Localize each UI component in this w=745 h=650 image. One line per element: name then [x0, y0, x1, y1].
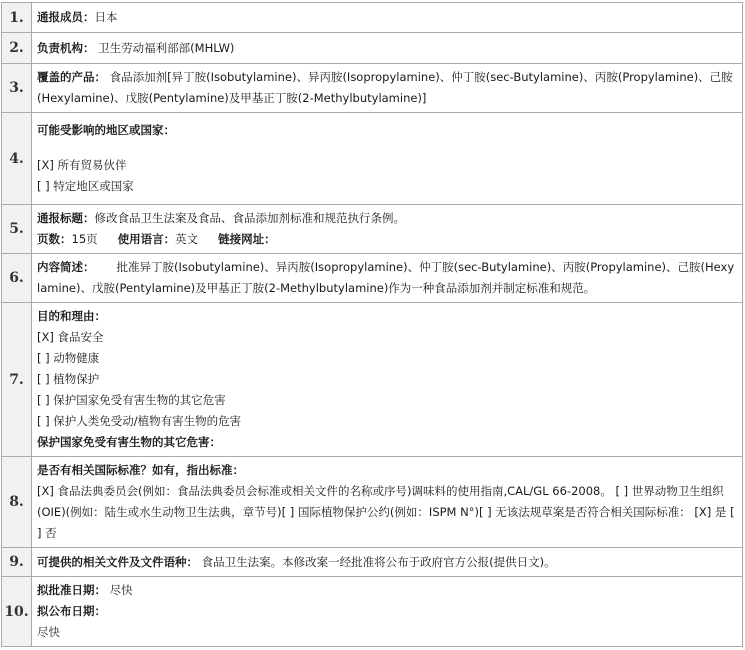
row-number: 6.	[2, 254, 32, 303]
table-row	[2, 33, 743, 64]
table-row	[2, 457, 743, 548]
field-value: 卫生劳动福利部部(MHLW)	[98, 40, 235, 55]
row-number: 10.	[2, 577, 32, 647]
checkbox-option: [ ] 保护国家免受有害生物的其它危害	[37, 393, 226, 407]
table-row	[2, 64, 743, 113]
notification-table	[1, 2, 743, 647]
row-number: 7.	[2, 303, 32, 457]
checkbox-option: [ ] 动物健康	[37, 351, 100, 365]
table-row	[2, 577, 743, 647]
field-value: 尽快	[109, 583, 133, 597]
checkbox-option: [ ] 保护人类免受动/植物有害生物的危害	[37, 414, 242, 428]
field-label: 内容简述：	[37, 260, 95, 274]
row-number: 4.	[2, 113, 32, 205]
field-value: 批准异丁胺(Isobutylamine)、异丙胺(Isopropylamine)、仲丁胺(sec-Butylamine)、丙胺(Propylamine)、己胺(Hexylamine)、戊胺(Pentylamine)及甲基正丁胺(2-Methylbutylamine)作为一种食品添加剂并制定标准和规范。	[37, 260, 735, 295]
checkbox-option: [X] 所有贸易伙伴	[37, 158, 127, 172]
field-label: 是否有相关国际标准？如有，指出标准：	[37, 463, 244, 477]
row-content	[32, 254, 743, 303]
checkbox-option: [X] 食品安全	[37, 330, 104, 344]
language-value: 英文	[175, 232, 199, 246]
row-number: 5.	[2, 205, 32, 254]
field-sublabel: 保护国家免受有害生物的其它危害：	[37, 435, 221, 449]
link-label: 链接网址：	[218, 232, 276, 246]
row-content	[32, 64, 743, 113]
row-number: 3.	[2, 64, 32, 113]
field-value: 修改食品卫生法案及食品、食品添加剂标准和规范执行条例。	[94, 211, 405, 225]
field-value: 日本	[94, 10, 118, 24]
table-row	[2, 548, 743, 577]
row-content	[32, 548, 743, 577]
field-value: 食品卫生法案。本修改案一经批准将公布于政府官方公报(提供日文)。	[201, 554, 556, 569]
row-number: 9.	[2, 548, 32, 577]
row-number: 2.	[2, 33, 32, 64]
field-label: 目的和理由：	[37, 309, 106, 323]
field-label: 拟批准日期：	[37, 583, 106, 597]
row-content	[32, 3, 743, 33]
field-label: 通报成员：	[37, 10, 95, 24]
table-row	[2, 113, 743, 205]
pages-label: 页数：	[37, 232, 72, 246]
row-content	[32, 577, 743, 647]
table-row	[2, 205, 743, 254]
field-value-2: 尽快	[37, 625, 60, 639]
table-row	[2, 3, 743, 33]
field-label: 覆盖的产品：	[37, 70, 106, 84]
row-number: 8.	[2, 457, 32, 548]
row-content	[32, 113, 743, 205]
pages-value: 15页	[71, 232, 98, 246]
table-row	[2, 303, 743, 457]
row-content	[32, 457, 743, 548]
field-label-2: 拟公布日期：	[37, 604, 106, 618]
field-label: 可能受影响的地区或国家：	[37, 123, 175, 137]
field-value: [X] 食品法典委员会(例如：食品法典委员会标准或相关文件的名称或序号)调味料的使用指南,CAL/GL 66-2008。 [ ] 世界动物卫生组织(OIE)(例如：陆生或水生动物卫生法典，章节号)[ ] 国际植物保护公约(例如：ISPM N°)[ ] 无该法规草案是否符合相关国际标准： [X] 是 [ ] 否	[37, 484, 735, 540]
checkbox-option: [ ] 植物保护	[37, 372, 100, 386]
row-number: 1.	[2, 3, 32, 33]
field-value: 食品添加剂[异丁胺(Isobutylamine)、异丙胺(Isopropylamine)、仲丁胺(sec-Butylamine)、丙胺(Propylamine)、己胺(Hexylamine)、戊胺(Pentylamine)及甲基正丁胺(2-Methylbutylamine)]	[37, 70, 733, 105]
language-label: 使用语言：	[117, 232, 176, 246]
field-label: 可提供的相关文件及文件语种：	[37, 554, 198, 569]
row-content	[32, 205, 743, 254]
checkbox-option: [ ] 特定地区或国家	[37, 179, 134, 193]
field-label: 通报标题：	[37, 211, 95, 225]
row-content	[32, 303, 743, 457]
table-row	[2, 254, 743, 303]
row-content	[32, 33, 743, 64]
field-label: 负责机构：	[37, 40, 95, 55]
